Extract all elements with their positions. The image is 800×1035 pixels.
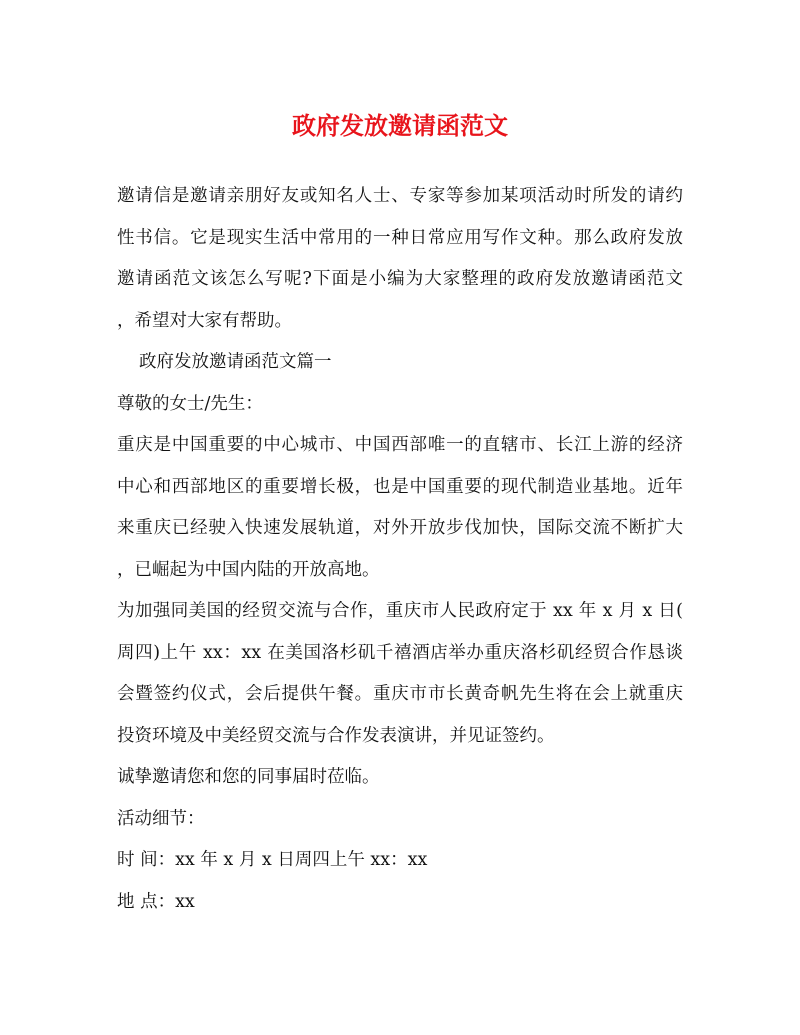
- paragraph-line: ，希望对大家有帮助。: [117, 310, 292, 331]
- document-title: 政府发放邀请函范文: [292, 111, 508, 140]
- paragraph-line: 邀请函范文该怎么写呢?下面是小编为大家整理的政府发放邀请函范文: [117, 269, 683, 289]
- detail-location: 地 点：xx: [117, 891, 195, 912]
- paragraph-line: 中心和西部地区的重要增长极，也是中国重要的现代制造业基地。近年: [117, 476, 683, 497]
- paragraph-line: 投资环境及中美经贸交流与合作发表演讲，并见证签约。: [117, 725, 555, 746]
- paragraph-line: 诚挚邀请您和您的同事届时莅临。: [117, 767, 380, 787]
- paragraph-line: 为加强同美国的经贸交流与合作，重庆市人民政府定于 xx 年 x 月 x 日(: [117, 601, 683, 621]
- paragraph-line: 周四)上午 xx：xx 在美国洛杉矶千禧酒店举办重庆洛杉矶经贸合作恳谈: [117, 642, 683, 663]
- detail-time: 时 间：xx 年 x 月 x 日周四上午 xx：xx: [117, 850, 428, 870]
- document-body: [117, 176, 683, 923]
- paragraph-line: 性书信。它是现实生活中常用的一种日常应用写作文种。那么政府发放: [117, 227, 683, 248]
- section-heading: 政府发放邀请函范文篇一: [139, 352, 332, 372]
- paragraph-line: 重庆是中国重要的中心城市、中国西部唯一的直辖市、长江上游的经济: [117, 435, 683, 455]
- paragraph-line: 邀请信是邀请亲朋好友或知名人士、专家等参加某项活动时所发的请约: [117, 186, 683, 206]
- salutation: 尊敬的女士/先生：: [117, 393, 263, 414]
- paragraph-line: 来重庆已经驶入快速发展轨道，对外开放步伐加快，国际交流不断扩大: [117, 518, 683, 538]
- paragraph-line: 会暨签约仪式，会后提供午餐。重庆市市长黄奇帆先生将在会上就重庆: [117, 684, 683, 704]
- paragraph-line: ，已崛起为中国内陆的开放高地。: [117, 559, 380, 580]
- details-heading: 活动细节：: [117, 808, 205, 829]
